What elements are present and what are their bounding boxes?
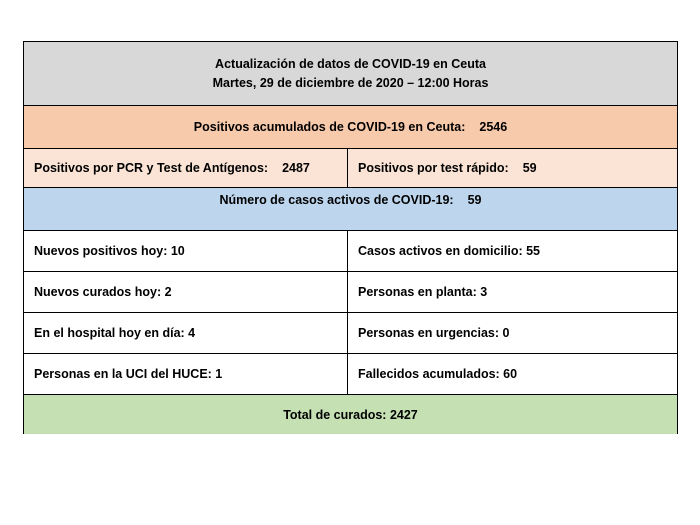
people-in-icu: Personas en la UCI del HUCE: 1 <box>34 367 223 381</box>
accumulated-positives-label: Positivos acumulados de COVID-19 en Ceuta: <box>193 120 466 134</box>
report-title: Actualización de datos de COVID-19 en Ceuta <box>215 56 486 71</box>
stat-cell-right <box>348 272 677 312</box>
stat-cell-right <box>348 313 677 353</box>
stat-cell-right <box>348 354 677 394</box>
pcr-positives-label: Positivos por PCR y Test de Antígenos: <box>34 161 269 175</box>
in-hospital-today: En el hospital hoy en día: 4 <box>34 326 196 340</box>
active-cases-at-home: Casos activos en domicilio: 55 <box>358 244 541 258</box>
rapid-test-positives-label: Positivos por test rápido: <box>358 161 509 175</box>
people-in-emergency: Personas en urgencias: 0 <box>358 326 510 340</box>
pcr-positives-cell <box>24 149 348 187</box>
covid-report-table <box>23 41 678 434</box>
report-date: Martes, 29 de diciembre de 2020 – 12:00 Horas <box>212 75 489 90</box>
people-in-ward: Personas en planta: 3 <box>358 285 488 299</box>
tests-row <box>24 149 677 188</box>
active-cases-row <box>24 188 677 231</box>
accumulated-positives-row <box>24 106 677 149</box>
stats-row <box>24 272 677 313</box>
active-cases-label: Número de casos activos de COVID-19: <box>219 193 454 207</box>
total-cured-row <box>24 395 677 434</box>
rapid-test-positives-cell <box>348 149 677 187</box>
new-cured-today: Nuevos curados hoy: 2 <box>34 285 172 299</box>
new-positives-today: Nuevos positivos hoy: 10 <box>34 244 185 258</box>
accumulated-positives-value: 2546 <box>479 120 508 134</box>
rapid-test-positives-value: 59 <box>522 161 537 175</box>
accumulated-deaths: Fallecidos acumulados: 60 <box>358 367 518 381</box>
stat-cell-left <box>24 313 348 353</box>
stat-cell-left <box>24 231 348 271</box>
report-header <box>24 42 677 106</box>
stats-row <box>24 354 677 395</box>
stat-cell-left <box>24 272 348 312</box>
stats-row <box>24 231 677 272</box>
pcr-positives-value: 2487 <box>282 161 310 175</box>
stat-cell-right <box>348 231 677 271</box>
stat-cell-left <box>24 354 348 394</box>
stats-row <box>24 313 677 354</box>
active-cases-value: 59 <box>467 193 482 207</box>
total-cured-text: Total de curados: 2427 <box>283 407 418 422</box>
